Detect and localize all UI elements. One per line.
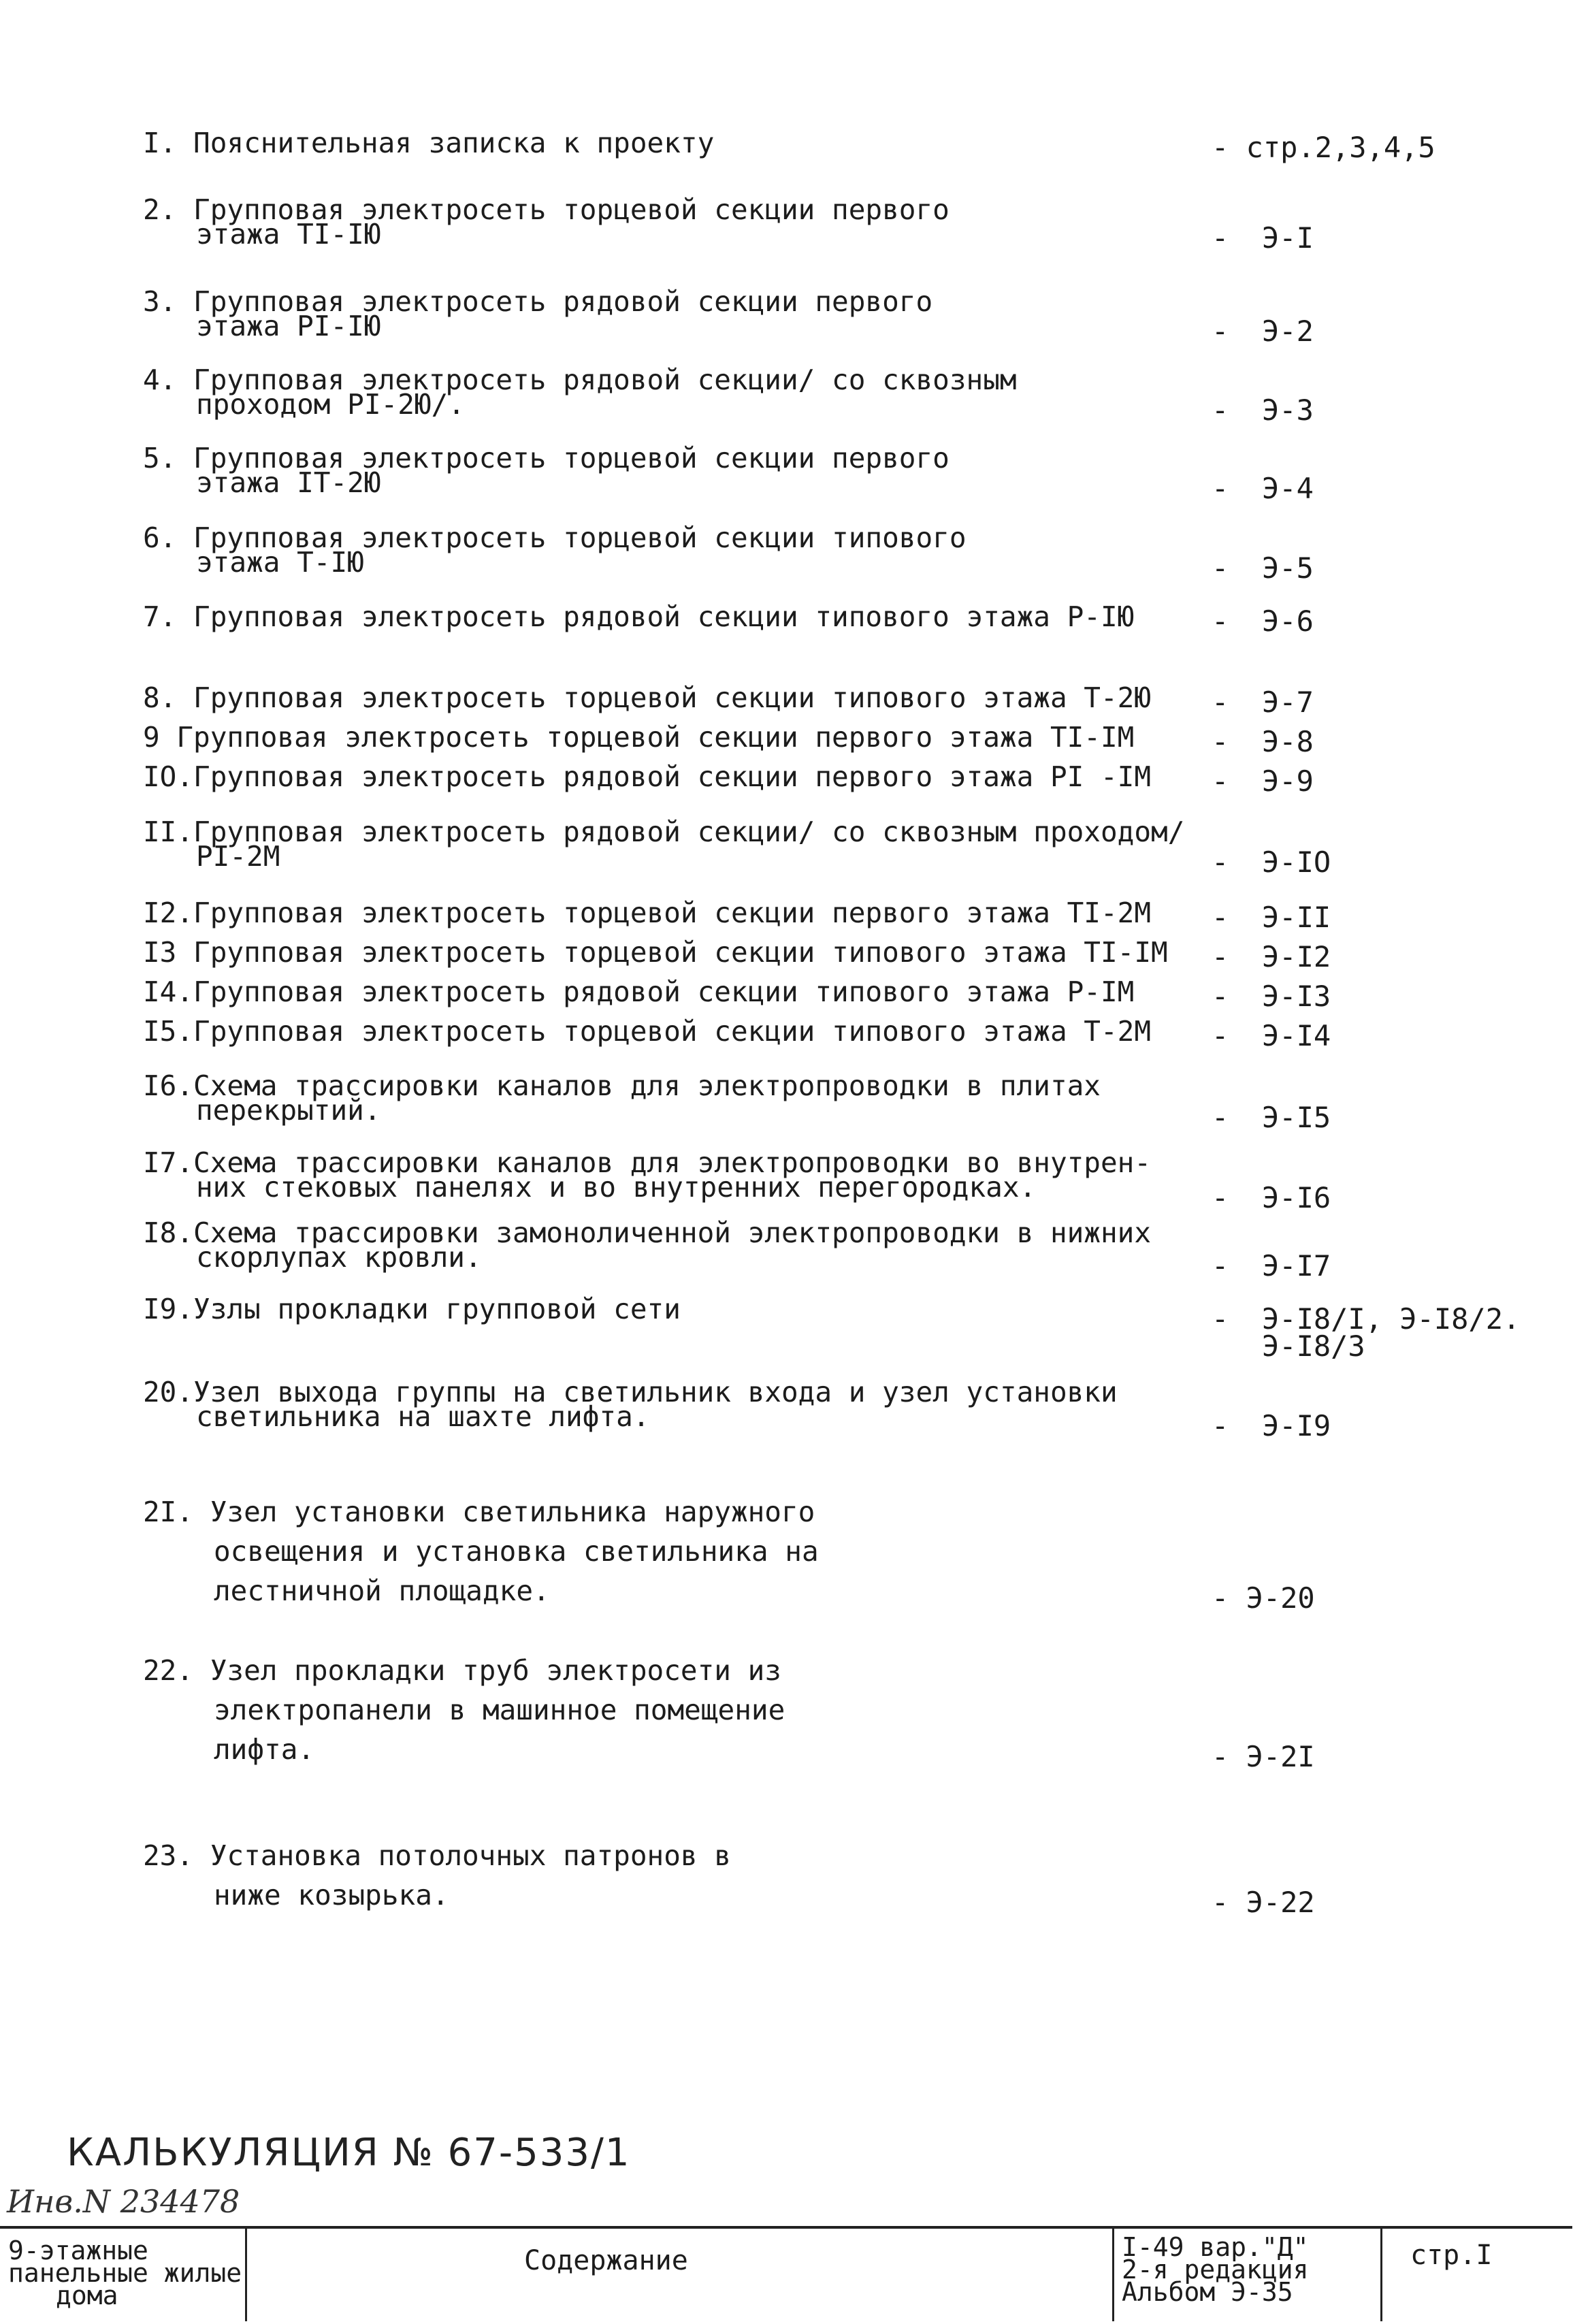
toc-entry-4	[143, 364, 1205, 421]
toc-entry-text: I. Пояснительная записка к проекту	[143, 127, 715, 159]
toc-ref-22: - Э-2I	[1212, 1740, 1315, 1773]
toc-entry-text: лифта.	[214, 1733, 315, 1766]
toc-ref-text: Э-I4	[1262, 1019, 1331, 1052]
toc-entry-text: I4.Групповая электросеть рядовой секции типового этажа P-IМ	[143, 975, 1135, 1008]
toc-entry-6	[143, 521, 1205, 579]
toc-entry-20	[143, 1376, 1205, 1433]
building-line: панельные жилые	[8, 2258, 242, 2288]
toc-ref-text: Э-2	[1262, 314, 1314, 348]
toc-entry-21	[143, 1492, 1205, 1611]
toc-entry-text: 3. Групповая электросеть рядовой секции первого	[143, 285, 933, 318]
toc-entry-text: I9.Узлы прокладки групповой сети	[143, 1293, 681, 1325]
toc-ref-10: - Э-9	[1212, 764, 1314, 798]
toc-entry-text: 8. Групповая электросеть торцевой секции типового этажа T-2Ю	[143, 681, 1152, 714]
toc-ref-text: Э-5	[1262, 551, 1314, 585]
toc-ref-11: - Э-IO	[1212, 845, 1331, 879]
building-line: дома	[56, 2280, 118, 2310]
inventory-number: Инв.N 234478	[7, 2183, 240, 2220]
toc-ref-16: - Э-I5	[1212, 1101, 1331, 1134]
toc-entry-text: I8.Схема трассировки замоноличенной электропроводки в нижних	[143, 1216, 1152, 1249]
toc-ref-text: Э-4	[1262, 472, 1314, 505]
toc-entry-17	[143, 1146, 1205, 1204]
toc-ref-9: - Э-8	[1212, 725, 1314, 758]
toc-entry-text: этажа IT-2Ю	[196, 466, 381, 499]
toc-entry-text: 2I. Узел установки светильника наружного	[143, 1496, 815, 1528]
title-block-divider	[1112, 2226, 1114, 2321]
toc-entry-22	[143, 1651, 1205, 1769]
toc-ref-13: - Э-I2	[1212, 940, 1331, 973]
toc-entry-text: электропанели в машинное помещение	[214, 1694, 785, 1726]
toc-ref-5: - Э-4	[1212, 472, 1314, 505]
toc-entry-text: 6. Групповая электросеть торцевой секции типового	[143, 521, 967, 554]
toc-entry-12	[143, 897, 1205, 929]
series-line: Альбом Э-35	[1122, 2277, 1293, 2307]
toc-entry-text: PI-2М	[196, 840, 280, 873]
toc-ref-17: - Э-I6	[1212, 1181, 1331, 1214]
toc-entry-text: перекрытий.	[196, 1094, 381, 1127]
toc-entry-text: I3 Групповая электросеть торцевой секции типового этажа TI-IМ	[143, 936, 1168, 969]
toc-ref-15: - Э-I4	[1212, 1019, 1331, 1052]
toc-ref-4: - Э-3	[1212, 393, 1314, 427]
title-block-series	[1122, 2232, 1309, 2307]
toc-ref-8: - Э-7	[1212, 685, 1314, 719]
toc-ref-6: - Э-5	[1212, 551, 1314, 585]
title-block-title: Содержание	[524, 2245, 688, 2276]
toc-ref-23: - Э-22	[1212, 1886, 1315, 1919]
toc-ref-text: Э-I8/I, Э-I8/2.	[1262, 1302, 1521, 1336]
toc-entry-text: них стековых панелях и во внутренних перегородках.	[196, 1171, 1037, 1204]
toc-entry-13	[143, 936, 1205, 969]
toc-ref-text: Э-9	[1262, 764, 1314, 798]
toc-ref-text: Э-I5	[1262, 1101, 1331, 1134]
toc-ref-2: - Э-I	[1212, 221, 1314, 255]
toc-entry-16	[143, 1069, 1205, 1127]
toc-entry-text: 2. Групповая электросеть торцевой секции первого	[143, 193, 950, 226]
toc-entry-text: ниже козырька.	[214, 1879, 449, 1911]
toc-ref-1: - стр.2,3,4,5	[1212, 131, 1435, 164]
title-block-page: стр.I	[1410, 2240, 1493, 2271]
toc-entry-11	[143, 816, 1205, 873]
toc-entry-text: I7.Схема трассировки каналов для электропроводки во внутрен-	[143, 1146, 1152, 1179]
toc-entry-text: этажа TI-IЮ	[196, 218, 381, 251]
toc-entry-1	[143, 127, 1205, 159]
toc-entry-text: II.Групповая электросеть рядовой секции/ со сквозным проходом/	[143, 816, 1185, 848]
toc-entry-text: 5. Групповая электросеть торцевой секции первого	[143, 442, 950, 474]
toc-entry-text: этажа PI-IЮ	[196, 310, 381, 342]
toc-entry-19	[143, 1293, 1205, 1325]
toc-entry-7	[143, 600, 1205, 633]
toc-entry-14	[143, 975, 1205, 1008]
toc-entry-5	[143, 442, 1205, 499]
toc-ref-text: Э-II	[1262, 901, 1331, 934]
toc-ref-14: - Э-I3	[1212, 980, 1331, 1013]
toc-ref-text: Э-I9	[1262, 1409, 1331, 1442]
toc-entry-text: этажа T-IЮ	[196, 546, 364, 579]
toc-ref-text: Э-IO	[1262, 845, 1331, 879]
toc-entry-text: проходом PI-2Ю/.	[196, 388, 465, 421]
series-line: I-49 вар."Д"	[1122, 2232, 1309, 2262]
toc-entry-text: скорлупах кровли.	[196, 1241, 482, 1274]
toc-entry-2	[143, 193, 1205, 251]
toc-ref-text: Э-7	[1262, 685, 1314, 719]
toc-entry-text: 23. Установка потолочных патронов в	[143, 1839, 731, 1872]
toc-entry-text: I6.Схема трассировки каналов для электропроводки в плитах	[143, 1069, 1101, 1102]
toc-ref-3: - Э-2	[1212, 314, 1314, 348]
toc-entry-9	[143, 721, 1205, 754]
toc-entry-text: IO.Групповая электросеть рядовой секции первого этажа PI -IМ	[143, 760, 1152, 793]
toc-entry-15	[143, 1015, 1205, 1048]
toc-entry-text: 20.Узел выхода группы на светильник входа и узел установки	[143, 1376, 1118, 1408]
toc-ref-text: Э-6	[1262, 604, 1314, 638]
title-block-divider	[245, 2226, 247, 2321]
toc-entry-text: I2.Групповая электросеть торцевой секции первого этажа TI-2М	[143, 897, 1152, 929]
toc-entry-23	[143, 1836, 1205, 1915]
title-block-building	[8, 2236, 242, 2310]
toc-entry-text: 4. Групповая электросеть рядовой секции/ со сквозным	[143, 364, 1017, 396]
toc-ref-19-cont: Э-I8/3	[1262, 1329, 1365, 1363]
toc-ref-text: Э-I	[1262, 221, 1314, 255]
toc-entry-text: лестничной площадке.	[214, 1575, 550, 1607]
toc-entry-8	[143, 681, 1205, 714]
toc-ref-20: - Э-I9	[1212, 1409, 1331, 1442]
toc-entry-18	[143, 1216, 1205, 1274]
toc-ref-7: - Э-6	[1212, 604, 1314, 638]
toc-ref-text: Э-8	[1262, 725, 1314, 758]
toc-entry-3	[143, 285, 1205, 342]
building-line: 9-этажные	[8, 2236, 148, 2265]
title-block-divider	[1380, 2226, 1382, 2321]
series-line: 2-я редакция	[1122, 2255, 1309, 2285]
toc-entry-10	[143, 760, 1205, 793]
toc-entry-text: светильника на шахте лифта.	[196, 1400, 650, 1433]
toc-ref-text: Э-I7	[1262, 1249, 1331, 1282]
toc-entry-text: освещения и установка светильника на	[214, 1535, 819, 1568]
toc-ref-text: Э-3	[1262, 393, 1314, 427]
calculation-stamp: КАЛЬКУЛЯЦИЯ № 67-533/1	[67, 2131, 631, 2175]
toc-ref-text: Э-I2	[1262, 940, 1331, 973]
toc-entry-text: I5.Групповая электросеть торцевой секции типового этажа T-2М	[143, 1015, 1152, 1048]
toc-entry-text: 7. Групповая электросеть рядовой секции типового этажа P-IЮ	[143, 600, 1135, 633]
toc-ref-19: - Э-I8/I, Э-I8/2.	[1212, 1302, 1521, 1336]
toc-entry-text: 22. Узел прокладки труб электросети из	[143, 1654, 781, 1687]
toc-entry-text: 9 Групповая электросеть торцевой секции первого этажа TI-IМ	[143, 721, 1135, 754]
toc-ref-18: - Э-I7	[1212, 1249, 1331, 1282]
toc-ref-12: - Э-II	[1212, 901, 1331, 934]
toc-ref-text: Э-I6	[1262, 1181, 1331, 1214]
toc-ref-21: - Э-20	[1212, 1581, 1315, 1615]
toc-ref-text: Э-I3	[1262, 980, 1331, 1013]
